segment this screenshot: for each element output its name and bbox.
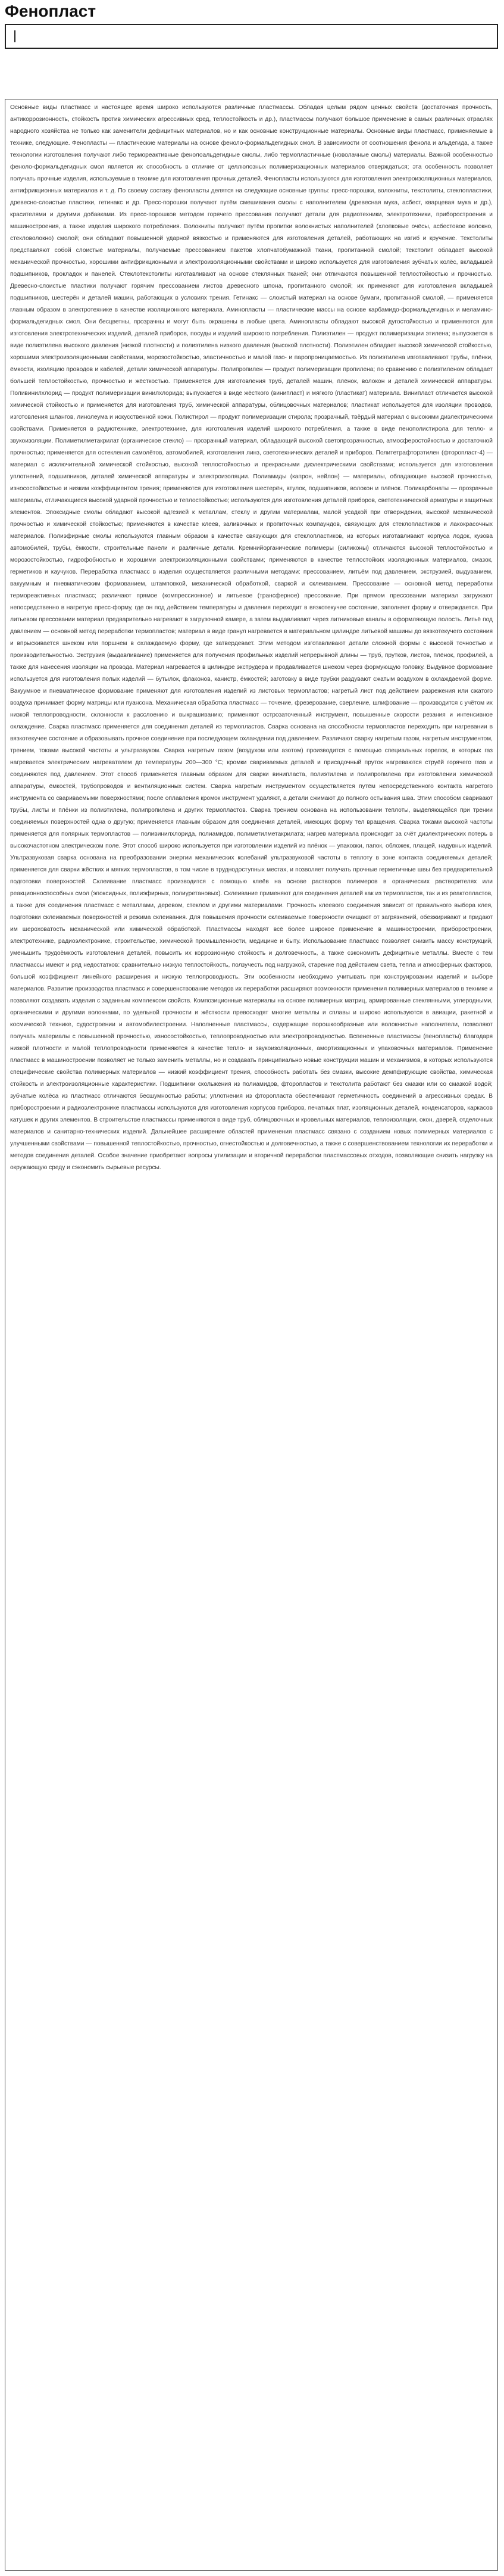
page-title: Фенопласт [5, 2, 96, 20]
text-cursor [14, 30, 15, 42]
article-body: Основные виды пластмасс и настоящее время широко используются различные пластмассы. Обладая целым рядом ценных свойств (достаточная прочность, антикоррозионность, стойкость против химических агрессивных сред, теплостойкость и др.), пластмассы получают большое применение в самых различных отраслях народного хозяйства не только как заменители дефицитных материалов, но и как основные конструкционные материалы. Основные виды пластмасс, применяемые в технике, следующие. Фенопласты — пластические материалы на основе феноло-формальдегидных смол. В зависимости от соотношения фенола и альдегида, а также технологии изготовления получают либо термореактивные фенолоальдегидные смолы, либо термопластичные (новолачные смолы) материалы. Важной особенностью феноло-формальдегидных смол является их способность в отличие от целлюлозных полимеризационных материалов отверждаться; эта особенность позволяет получать прочные изделия, используемые в технике для изготовления прочных деталей. Фенопласты используются для изготовления электроизоляционных материалов, антифрикционных материалов и т. д. По своему составу фенопласты делятся на следующие основные группы: пресс-порошки, волокниты, текстолиты, стеклопластики, древесно-слоистые пластики, гетинакс и др. Пресс-порошки получают путём смешивания смолы с наполнителем (древесная мука, асбест, кварцевая мука и др.), красителями и другими добавками. Из пресс-порошков методом горячего прессования получают детали для радиотехники, электротехники, приборостроения и машиностроения, а также изделия широкого потребления. Волокниты получают путём пропитки волокнистых наполнителей (хлопковые очёсы, асбестовое волокно, стекловолокно) смолой; они обладают повышенной ударной вязкостью и применяются для изготовления деталей, работающих на изгиб и кручение. Текстолиты представляют собой слоистые материалы, получаемые прессованием пакетов хлопчатобумажной ткани, пропитанной смолой; текстолит обладает высокой механической прочностью, хорошими антифрикционными и электроизоляционными свойствами и широко используется для изготовления зубчатых колёс, вкладышей подшипников, прокладок и панелей. Стеклотекстолиты изготавливают на основе стеклянных тканей; они отличаются повышенной теплостойкостью и прочностью. Древесно-слоистые пластики получают горячим прессованием листов древесного шпона, пропитанного смолой; их применяют для изготовления вкладышей подшипников, шестерён и деталей машин, работающих в условиях трения. Гетинакс — слоистый материал на основе бумаги, пропитанной смолой, — применяется главным образом в электротехнике в качестве изоляционного материала. Аминопласты — пластические массы на основе карбамидо-формальдегидных и меламино-формальдегидных смол. Они бесцветны, прозрачны и могут быть окрашены в любые цвета. Аминопласты обладают высокой дугостойкостью и применяются для изготовления электротехнических изделий, деталей приборов, посуды и изделий широкого потребления. Полиэтилен — продукт полимеризации этилена; выпускается в виде полиэтилена высокого давления (низкой плотности) и полиэтилена низкого давления (высокой плотности). Полиэтилен обладает высокой химической стойкостью, хорошими электроизоляционными свойствами, морозостойкостью, эластичностью и малой газо- и паропроницаемостью. Из полиэтилена изготавливают трубы, плёнки, ёмкости, изоляцию проводов и кабелей, детали химической аппаратуры. Полипропилен — продукт полимеризации пропилена; по сравнению с полиэтиленом обладает большей теплостойкостью, прочностью и жёсткостью. Применяется для изготовления труб, деталей машин, плёнок, волокон и деталей химической аппаратуры. Поливинилхлорид — продукт полимеризации винилхлорида; выпускается в виде жёсткого (винипласт) и мягкого (пластикат) материала. Винипласт отличается высокой химической стойкостью и применяется для изготовления труб, химической аппаратуры, облицовочных материалов; пластикат используется для изоляции проводов, изготовления шлангов, линолеума и искусственной кожи. Полистирол — продукт полимеризации стирола; прозрачный, твёрдый материал с высокими диэлектрическими свойствами. Применяется в радиотехнике, электротехнике, для изготовления изделий широкого потребления, а также в виде пенополистирола для тепло- и звукоизоляции. Полиметилметакрилат (органическое стекло) — прозрачный материал, обладающий высокой светопрозрачностью, атмосферостойкостью и достаточной прочностью; применяется для остекления самолётов, автомобилей, изготовления линз, светотехнических деталей и приборов. Политетрафторэтилен (фторопласт-4) — материал с исключительной химической стойкостью, высокой теплостойкостью и прекрасными диэлектрическими свойствами; используется для изготовления уплотнений, подшипников, деталей химической аппаратуры и электроизоляции. Полиамиды (капрон, нейлон) — материалы, обладающие высокой прочностью, износостойкостью и низким коэффициентом трения; применяются для изготовления шестерён, втулок, подшипников, волокон и плёнок. Поликарбонаты — прозрачные материалы, отличающиеся высокой ударной прочностью и теплостойкостью; используются для изготовления деталей приборов, светотехнической арматуры и защитных элементов. Эпоксидные смолы обладают высокой адгезией к металлам, стеклу и другим материалам, малой усадкой при отверждении, высокой механической прочностью и химической стойкостью; применяются в качестве клеев, заливочных и пропиточных компаундов, связующих для стеклопластиков и лакокрасочных материалов. Полиэфирные смолы используются главным образом в качестве связующих для стеклопластиков, из которых изготавливают корпуса лодок, кузова автомобилей, трубы, ёмкости, строительные панели и различные детали. Кремнийорганические полимеры (силиконы) отличаются высокой теплостойкостью и морозостойкостью, гидрофобностью и хорошими электроизоляционными свойствами; применяются в качестве теплостойких изоляционных материалов, смазок, герметиков и каучуков. Переработка пластмасс в изделия осуществляется различными методами: прессованием, литьём под давлением, экструзией, выдуванием, вакуумным и пневматическим формованием, штамповкой, механической обработкой, сваркой и склеиванием. Прессование — основной метод переработки термореактивных пластмасс; различают прямое (компрессионное) и литьевое (трансферное) прессование. При прямом прессовании материал загружают непосредственно в нагретую пресс-форму, где он под действием температуры и давления переходит в вязкотекучее состояние, заполняет форму и отверждается. При литьевом прессовании материал предварительно нагревают в загрузочной камере, а затем выдавливают через литниковые каналы в оформляющую полость. Литьё под давлением — основной метод переработки термопластов; материал в виде гранул нагревается в материальном цилиндре литьевой машины до вязкотекучего состояния и впрыскивается шнеком или поршнем в охлаждаемую форму, где затвердевает. Этим методом изготавливают детали сложной формы с высокой точностью и производительностью. Экструзия (выдавливание) применяется для получения профильных изделий непрерывной длины — труб, прутков, листов, плёнок, профилей, а также для нанесения изоляции на провода. Материал нагревается в цилиндре экструдера и продавливается шнеком через формующую головку. Выдувное формование используется для изготовления полых изделий — бутылок, флаконов, канистр, ёмкостей; заготовку в виде трубки раздувают сжатым воздухом в охлаждаемой форме. Вакуумное и пневматическое формование применяют для изготовления изделий из листовых термопластов; нагретый лист под действием разрежения или сжатого воздуха принимает форму матрицы или пуансона. Механическая обработка пластмасс — точение, фрезерование, сверление, шлифование — производится с учётом их низкой теплопроводности, склонности к расслоению и выкрашиванию; применяют острозаточенный инструмент, повышенные скорости резания и интенсивное охлаждение. Сварка пластмасс применяется для соединения деталей из термопластов. Сварка основана на способности термопластов переходить при нагревании в вязкотекучее состояние и образовывать прочное соединение при последующем охлаждении под давлением. Различают сварку нагретым газом, нагретым инструментом, трением, токами высокой частоты и ультразвуком. Сварка нагретым газом (воздухом или азотом) производится с помощью специальных горелок, в которых газ нагревается электрическим нагревателем до температуры 200—300 °С; кромки свариваемых деталей и присадочный пруток нагреваются струёй горячего газа и соединяются под давлением. Этот способ применяется главным образом для сварки винипласта, полиэтилена и полипропилена при изготовлении химической аппаратуры, ёмкостей, трубопроводов и вентиляционных систем. Сварка нагретым инструментом осуществляется путём непосредственного контакта нагретого инструмента со свариваемыми поверхностями; после оплавления кромок инструмент удаляют, а детали сжимают до полного остывания шва. Этим способом сваривают трубы, листы и плёнки из полиэтилена, полипропилена и других термопластов. Сварка трением основана на использовании теплоты, выделяющейся при трении соединяемых поверхностей одна о другую; применяется главным образом для соединения деталей, имеющих форму тел вращения. Сварка токами высокой частоты применяется для полярных термопластов — поливинилхлорида, полиамидов, полиметилметакрилата; нагрев материала происходит за счёт диэлектрических потерь в высокочастотном электрическом поле. Этот способ широко используется при изготовлении изделий из плёнок — упаковки, папок, обложек, плащей, надувных изделий. Ультразвуковая сварка основана на преобразовании энергии механических колебаний ультразвуковой частоты в теплоту в зоне контакта соединяемых деталей; применяется для сварки жёстких и мягких термопластов, в том числе в труднодоступных местах, и позволяет получать прочные герметичные швы без предварительной подготовки поверхностей. Склеивание пластмасс производится с помощью клеёв на основе растворов полимеров в органических растворителях или реакционноспособных смол (эпоксидных, полиэфирных, полиуретановых). Склеивание применяют для соединения деталей как из термопластов, так и из реактопластов, а также для соединения пластмасс с металлами, деревом, стеклом и другими материалами. Прочность клеевого соединения зависит от правильного выбора клея, подготовки склеиваемых поверхностей и режима склеивания. Для повышения прочности склеиваемые поверхности очищают от загрязнений, обезжиривают и придают им шероховатость механической или химической обработкой. Пластмассы находят всё более широкое применение в машиностроении, приборостроении, электротехнике, радиоэлектронике, строительстве, химической промышленности, медицине и быту. Использование пластмасс позволяет снизить массу конструкций, уменьшить трудоёмкость изготовления деталей, повысить их коррозионную стойкость и долговечность, а также сэкономить дефицитные металлы. Вместе с тем пластмассы имеют и ряд недостатков: сравнительно низкую теплостойкость, ползучесть под нагрузкой, старение под действием света, тепла и атмосферных факторов, большой коэффициент линейного расширения и низкую теплопроводность. Эти особенности необходимо учитывать при конструировании изделий и выборе материалов. Развитие производства пластмасс и совершенствование методов их переработки расширяют возможности применения полимерных материалов в технике и позволяют создавать изделия с заданным комплексом свойств. Композиционные материалы на основе полимерных матриц, армированные стеклянными, углеродными, органическими и другими волокнами, по удельной прочности и жёсткости превосходят многие металлы и сплавы и широко используются в авиации, ракетной и космической технике, судостроении и автомобилестроении. Наполненные пластмассы, содержащие порошкообразные или волокнистые наполнители, позволяют получать материалы с повышенной прочностью, износостойкостью, теплопроводностью или электропроводностью. Вспененные пластмассы (пенопласты) благодаря низкой плотности и малой теплопроводности применяются в качестве тепло- и звукоизоляционных, амортизационных и упаковочных материалов. Применение пластмасс в машиностроении позволяет не только заменить металлы, но и создавать принципиально новые конструкции машин и механизмов, в которых используются специфические свойства полимерных материалов — низкий коэффициент трения, способность работать без смазки, высокие демпфирующие свойства, химическая стойкость и электроизоляционные характеристики. Подшипники скольжения из полиамидов, фторопластов и текстолита работают без смазки или со смазкой водой; зубчатые колёса из пластмасс отличаются бесшумностью работы; уплотнения из фторопласта обеспечивают герметичность соединений в агрессивных средах. В приборостроении и радиоэлектронике пластмассы используются для изготовления корпусов приборов, печатных плат, изоляционных деталей, конденсаторов, каркасов катушек и других элементов. В строительстве пластмассы применяются в виде труб, облицовочных и кровельных материалов, теплоизоляции, окон, дверей, отделочных материалов и санитарно-технических изделий. Дальнейшее расширение областей применения пластмасс связано с созданием новых полимерных материалов с улучшенными свойствами — повышенной теплостойкостью, прочностью, огнестойкостью и долговечностью, а также с совершенствованием технологии их переработки и методов соединения деталей. Особое значение приобретают вопросы утилизации и вторичной переработки пластмассовых отходов, позволяющие снизить нагрузку на окружающую среду и сэкономить сырьевые ресурсы. [10, 104, 493, 1171]
text-input-box[interactable] [5, 24, 498, 49]
article-frame [5, 99, 498, 2571]
